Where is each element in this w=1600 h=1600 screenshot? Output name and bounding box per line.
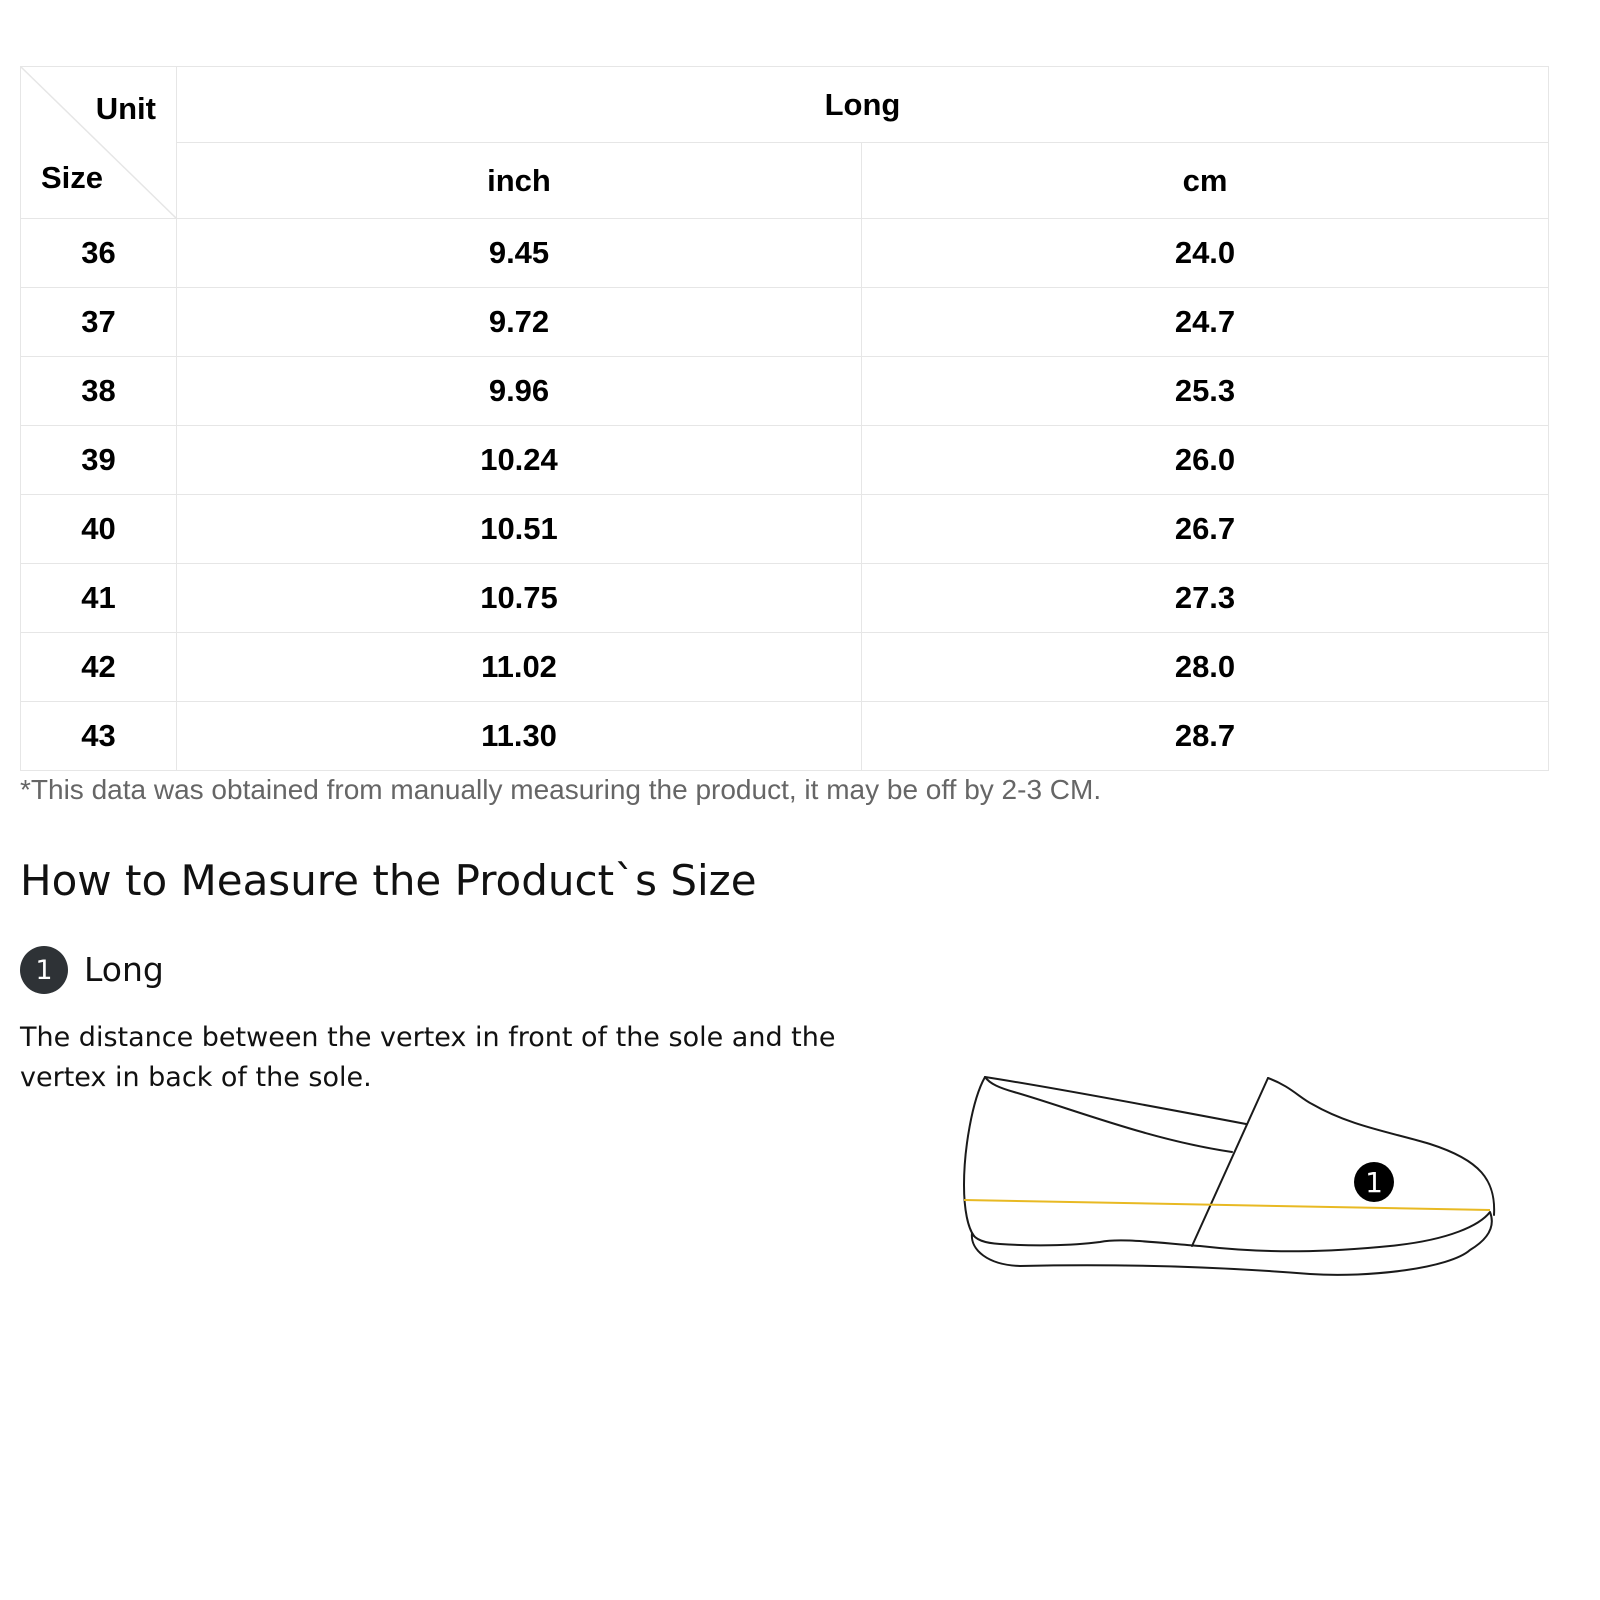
size-cell: 40: [21, 495, 177, 564]
unit-label: Unit: [95, 91, 156, 126]
cm-cell: 27.3: [862, 564, 1549, 633]
header-row-units: [21, 143, 1549, 219]
corner-header-cell: [21, 67, 177, 219]
header-row-group: [21, 67, 1549, 143]
inch-cell: 9.96: [177, 357, 862, 426]
size-table: [20, 66, 1549, 771]
cm-cell: 28.7: [862, 702, 1549, 771]
inch-cell: 11.02: [177, 633, 862, 702]
table-row: [21, 426, 1549, 495]
step-label: Long: [84, 950, 164, 989]
table-row: [21, 564, 1549, 633]
table-row: [21, 633, 1549, 702]
size-cell: 37: [21, 288, 177, 357]
measurement-note: *This data was obtained from manually measuring the product, it may be off by 2-3 CM.: [20, 774, 1102, 805]
cm-cell: 26.7: [862, 495, 1549, 564]
table-row: [21, 357, 1549, 426]
size-label: Size: [41, 160, 104, 195]
unit-header-cm: cm: [862, 143, 1549, 219]
table-row: [21, 702, 1549, 771]
table-row: [21, 219, 1549, 288]
shoe-illustration: [950, 1060, 1520, 1300]
inch-cell: 9.72: [177, 288, 862, 357]
size-cell: 39: [21, 426, 177, 495]
inch-cell: 10.51: [177, 495, 862, 564]
inch-cell: 9.45: [177, 219, 862, 288]
size-cell: 43: [21, 702, 177, 771]
inch-cell: 10.24: [177, 426, 862, 495]
inch-cell: 11.30: [177, 702, 862, 771]
table-row: [21, 288, 1549, 357]
table-row: [21, 495, 1549, 564]
size-cell: 42: [21, 633, 177, 702]
unit-header-inch: inch: [177, 143, 862, 219]
size-cell: 38: [21, 357, 177, 426]
cm-cell: 25.3: [862, 357, 1549, 426]
inch-cell: 10.75: [177, 564, 862, 633]
measure-marker-badge: 1: [1354, 1162, 1394, 1202]
size-cell: 41: [21, 564, 177, 633]
section-title: How to Measure the Product`s Size: [20, 856, 757, 905]
cm-cell: 26.0: [862, 426, 1549, 495]
size-cell: 36: [21, 219, 177, 288]
cm-cell: 28.0: [862, 633, 1549, 702]
group-header-long: Long: [177, 67, 1549, 143]
step-number-badge: 1: [20, 946, 68, 994]
measure-line: [964, 1200, 1490, 1210]
step-description: The distance between the vertex in front of the sole and the vertex in back of the sole.: [20, 1022, 836, 1093]
cm-cell: 24.7: [862, 288, 1549, 357]
cm-cell: 24.0: [862, 219, 1549, 288]
